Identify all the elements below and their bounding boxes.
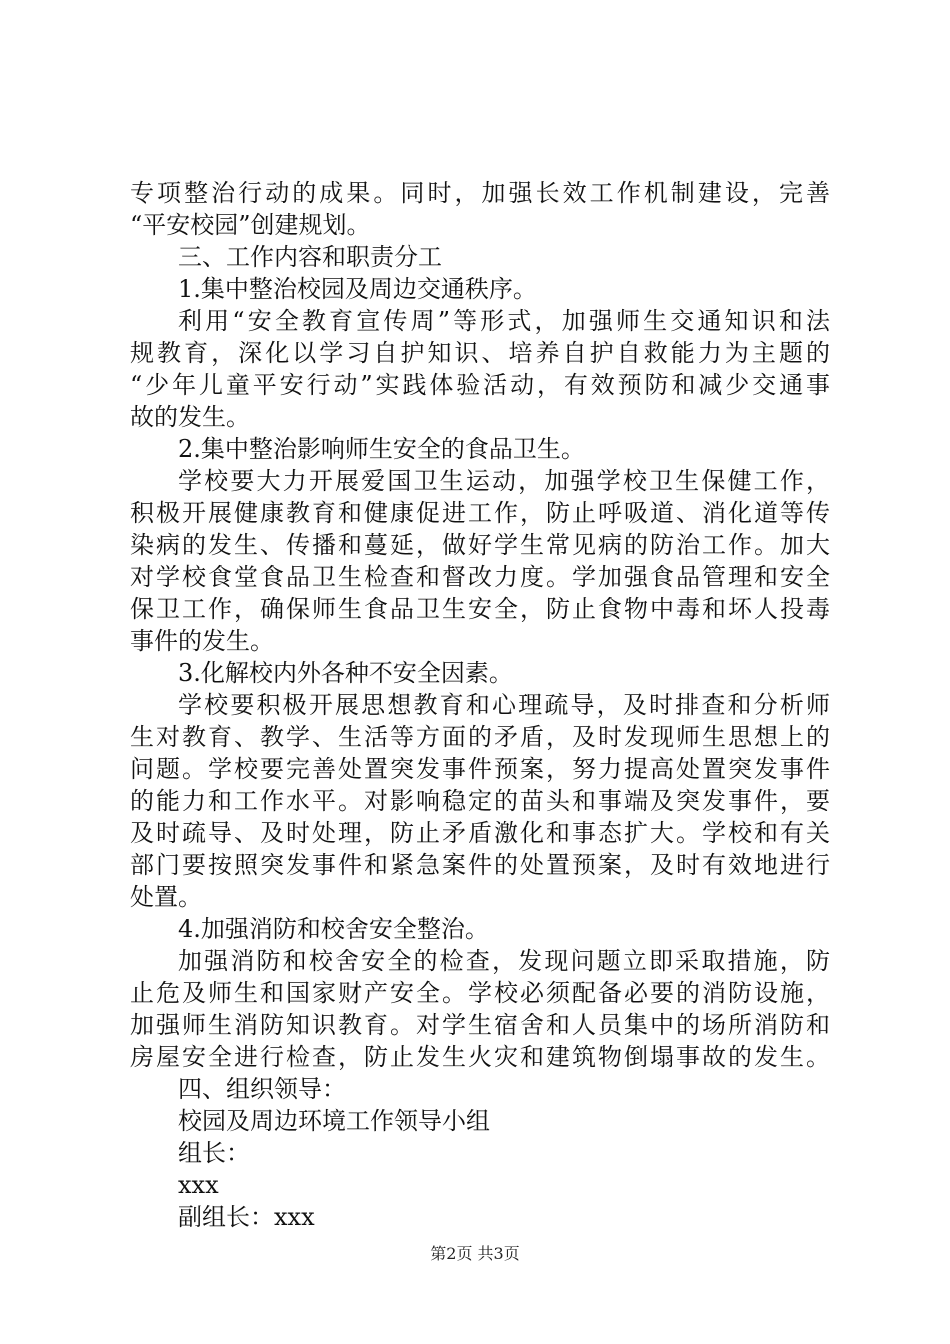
text-line: 及时疏导、及时处理，防止矛盾激化和事态扩大。学校和有关 [130,819,830,847]
text-line: “少年儿童平安行动”实践体验活动，有效预防和减少交通事 [130,371,830,399]
section-heading: 三、工作内容和职责分工 [178,243,442,271]
text-line: 加强消防和校舍安全的检查，发现问题立即采取措施，防 [178,947,830,975]
item-heading: 2.集中整治影响师生安全的食品卫生。 [178,435,585,463]
text-line: 的能力和工作水平。对影响稳定的苗头和事端及突发事件，要 [130,787,830,815]
text-line: 规教育，深化以学习自护知识、培养自护自救能力为主题的 [130,339,830,367]
text-line: 保卫工作，确保师生食品卫生安全，防止食物中毒和坏人投毒 [130,595,830,623]
text-line: xxx [178,1171,219,1199]
text-line: 止危及师生和国家财产安全。学校必须配备必要的消防设施， [130,979,830,1007]
text-line: 染病的发生、传播和蔓延，做好学生常见病的防治工作。加大 [130,531,830,559]
text-line: 学校要积极开展思想教育和心理疏导，及时排查和分析师 [178,691,830,719]
text-line: 学校要大力开展爱国卫生运动，加强学校卫生保健工作， [178,467,830,495]
text-line: 组长： [178,1139,250,1167]
text-line: 校园及周边环境工作领导小组 [178,1107,490,1135]
text-line: 积极开展健康教育和健康促进工作，防止呼吸道、消化道等传 [130,499,830,527]
text-line: 利用“安全教育宣传周”等形式，加强师生交通知识和法 [178,307,830,335]
text-line: “平安校园”创建规划。 [130,211,371,239]
text-line: 生对教育、教学、生活等方面的矛盾，及时发现师生思想上的 [130,723,830,751]
text-line: 部门要按照突发事件和紧急案件的处置预案，及时有效地进行 [130,851,830,879]
text-line: 加强师生消防知识教育。对学生宿舍和人员集中的场所消防和 [130,1011,830,1039]
text-line: 副组长：xxx [178,1203,315,1231]
text-line: 处置。 [130,883,202,911]
text-line: 房屋安全进行检查，防止发生火灾和建筑物倒塌事故的发生。 [130,1043,830,1071]
page-footer: 第2页 共3页 [430,1244,520,1263]
text-line: 问题。学校要完善处置突发事件预案，努力提高处置突发事件 [130,755,830,783]
item-heading: 3.化解校内外各种不安全因素。 [178,659,513,687]
section-heading: 四、组织领导： [178,1075,346,1103]
text-line: 事件的发生。 [130,627,274,655]
text-line: 故的发生。 [130,403,250,431]
item-heading: 1.集中整治校园及周边交通秩序。 [178,275,537,303]
text-line: 专项整治行动的成果。同时，加强长效工作机制建设，完善 [130,179,830,207]
text-line: 对学校食堂食品卫生检查和督改力度。学加强食品管理和安全 [130,563,830,591]
item-heading: 4.加强消防和校舍安全整治。 [178,915,489,943]
